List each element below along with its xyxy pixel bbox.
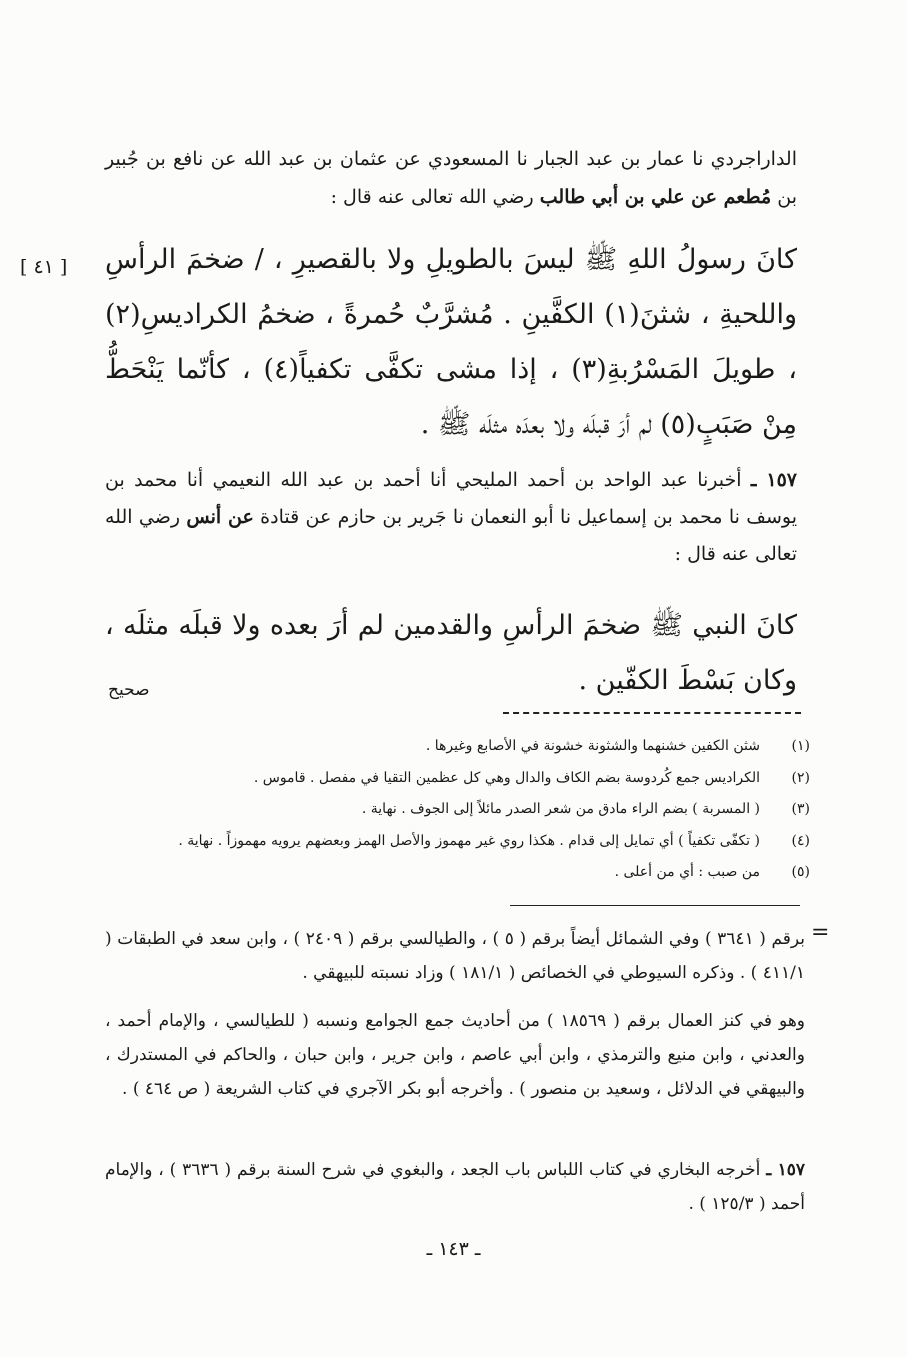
footnote — [110, 826, 810, 858]
isnad-157-bold: عن أنس — [186, 506, 254, 528]
hadith-text-2: كانَ النبي ﷺ ضخمَ الرأسِ والقدمين لم أرَ بعده ولا قبلَه مثلَه ، وكان بَسْطَ الكفّين . — [105, 610, 797, 696]
hadith-text-1: كانَ رسولُ اللهِ ﷺ ليسَ بالطويلِ ولا بالقصيرِ ، / ضخمَ الرأسِ واللحيةِ ، شثنَ(١) الكفَّينِ . مُشرَّبٌ حُمرةً ، ضخمُ الكراديسِ(٢) ، طويلَ المَسْرُبةِ(٣) ، إذا مشى تكفَّى تكفياً(٤) ، كأنّما يَنْحَطُّ مِنْ صَبَبٍ(٥) لم أرَ قبلَه ولا بعدَه مثلَه ﷺ . — [105, 244, 797, 440]
footnote — [110, 794, 810, 826]
commentary-separator — [510, 905, 800, 906]
intro-bold-narrator: مُطعم عن علي بن أبي طالب — [539, 186, 772, 208]
footnote-number: (١) — [791, 738, 810, 754]
intro-text: الداراجردي نا عمار بن عبد الجبار نا المسعودي عن عثمان بن عبد الله عن نافع بن جُبير بن — [105, 148, 797, 208]
commentary-paragraph: برقم ( ٣٦٤١ ) وفي الشمائل أيضاً برقم ( ٥ ) ، والطيالسي برقم ( ٢٤٠٩ ) ، وابن سعد في الطبقات ( ٤١١/١ ) . وذكره السيوطي في الخصائص ( ١٨١/١ ) وزاد نسبته للبيهقي . — [105, 929, 806, 983]
hadith-number-157: ١٥٧ ـ — [750, 469, 797, 491]
commentary-157-number: ١٥٧ ـ — [766, 1160, 806, 1180]
footnote-number: (٣) — [791, 801, 810, 817]
footnote-separator — [503, 712, 801, 714]
commentary-paragraph: وهو في كنز العمال برقم ( ١٨٥٦٩ ) من أحاديث جمع الجوامع ونسبه ( للطيالسي ، والإمام أحمد ، والعدني ، وابن منيع والترمذي ، وابن أبي عاصم ، وابن جرير ، وابن حبان ، والحاكم في المستدرك ، والبيهقي في الدلائل ، وسعيد بن منصور ) . وأخرجه أبو بكر الآجري في كتاب الشريعة ( ص ٤٦٤ ) . — [105, 1011, 805, 1099]
isnad-157-text-end: رضي الله تعالى عنه قال : — [105, 506, 797, 565]
continuation-mark: = — [811, 920, 830, 945]
footnote — [110, 857, 810, 889]
commentary-157 — [105, 1153, 805, 1221]
footnote — [110, 763, 810, 795]
footnote-text: ( المسربة ) بضم الراء مادق من شعر الصدر مائلاً إلى الجوف . نهاية . — [361, 801, 760, 817]
footnote-text: شثن الكفين خشنهما والشثونة خشونة في الأصابع وغيرها . — [425, 738, 760, 754]
footnote-number: (٤) — [791, 832, 810, 849]
footnote-text: الكراديس جمع كُردوسة بضم الكاف والدال وهي كل عظمين التقيا في مفصل . قاموس . — [253, 769, 760, 786]
isnad-157 — [105, 462, 797, 573]
footnote — [110, 731, 810, 763]
intro-isnad — [105, 140, 797, 216]
hadith-grade: صحيح — [108, 680, 150, 700]
commentary-157-text: أخرجه البخاري في كتاب اللباس باب الجعد ، والبغوي في شرح السنة برقم ( ٣٦٣٦ ) ، والإمام أحمد ( ١٢٥/٣ ) . — [105, 1160, 805, 1214]
footnote-number: (٥) — [791, 864, 810, 880]
footnote-number: (٢) — [791, 769, 810, 786]
footnote-text: ( تكفّى تكفياً ) أي تمايل إلى قدام . هكذا روي غير مهموز والأصل الهمز وبعضهم يرويه مهموزاً . نهاية . — [178, 832, 760, 849]
footnote-text: من صبب : أي من أعلى . — [614, 864, 760, 880]
reference-number: [ ٤١ ] — [20, 256, 68, 278]
footnotes — [110, 731, 810, 889]
intro-text-end: رضي الله تعالى عنه قال : — [330, 186, 534, 208]
page-number: ـ ١٤٣ ـ — [426, 1238, 481, 1260]
isnad-157-text: أخبرنا عبد الواحد بن أحمد المليحي أنا أحمد بن عبد الله النعيمي أنا محمد بن يوسف نا محمد بن إسماعيل نا أبو النعمان نا جَرير بن حازم عن قتادة — [105, 469, 797, 528]
